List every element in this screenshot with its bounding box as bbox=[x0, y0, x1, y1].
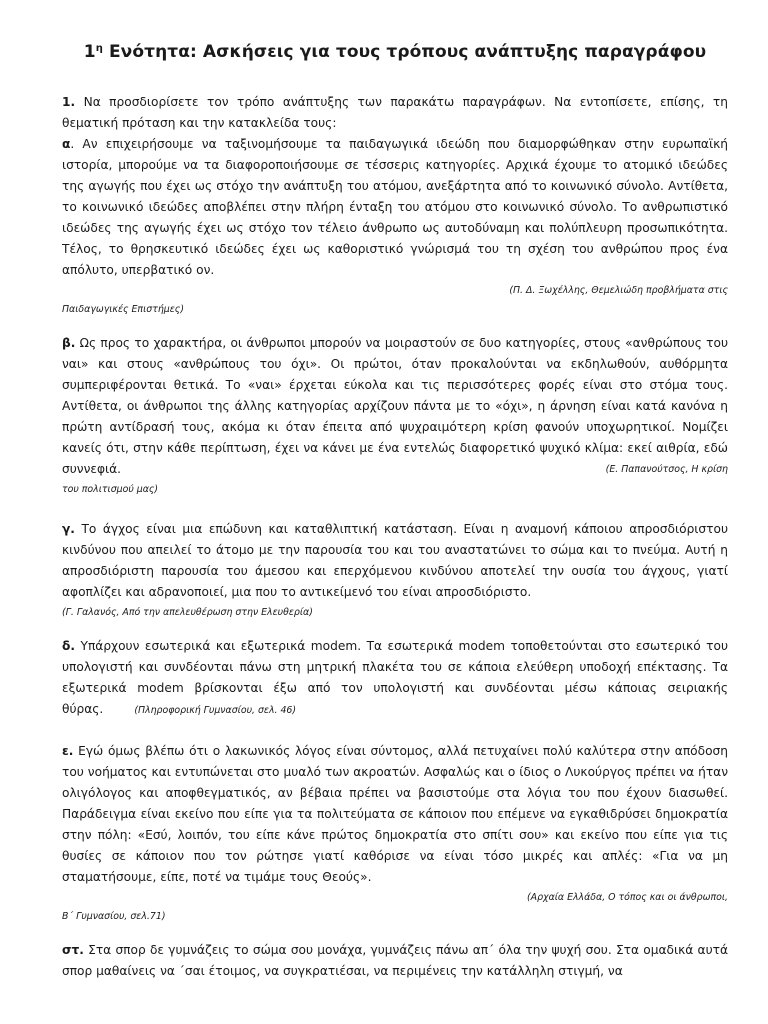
paragraph-d-label: δ. bbox=[62, 639, 76, 653]
paragraph-c-text: Το άγχος είναι μια επώδυνη και καταθλιπτική κατάσταση. Είναι η αναμονή κάποιου απροσδιόριστου κινδύνου που απειλεί το άτομο με την παρουσία του και του αναστατώνει το σώμα και το πνεύμα. Αυτή η απροσδιόριστη παρουσία του άμεσου και επερχόμενου κινδύνου αποτελεί την ουσία του άγχους, γιατί αφοπλίζει και αδρανοποιεί, μια που το αντικείμενό του είναι απροσδιόριστο. bbox=[62, 522, 728, 599]
paragraph-e bbox=[62, 741, 728, 888]
title-superscript: η bbox=[95, 43, 103, 54]
paragraph-b-source-line2: του πολιτισμού μας) bbox=[62, 484, 159, 495]
paragraph-a-label: α bbox=[62, 137, 71, 151]
paragraph-e-source-line2: Β΄ Γυμνασίου, σελ.71) bbox=[62, 911, 166, 922]
paragraph-f bbox=[62, 940, 728, 982]
paragraph-b-text: Ως προς το χαρακτήρα, οι άνθρωποι μπορούν να μοιραστούν σε δυο κατηγορίες, στους «ανθρώπους του ναι» και στους «ανθρώπους του όχι». Οι πρώτοι, όταν προκαλούνται να εκδηλωθούν, αυθόρμητα συμπεριφέρονται θετικά. Το «ναι» έρχεται εύκολα και τις περισσότερες φορές είναι στο στόμα τους. Αντίθετα, οι άνθρωποι της άλλης κατηγορίας αρχίζουν πάντα με το «όχι», η άρνηση είναι κατά κανόνα η πρώτη αντίδρασή τους, ακόμα κι όταν έπειτα από ψυχραιμότερη κρίση φανούν υποχωρητικοί. Νομίζει κανείς ότι, στην κάθε περίπτωση, έχει να κάνει με ένα εντελώς διαφορετικό ψυχικό κλίμα: εκεί αιθρία, εδώ συννεφιά. bbox=[62, 336, 728, 476]
paragraph-a-text: . Αν επιχειρήσουμε να ταξινομήσουμε τα παιδαγωγικά ιδεώδη που διαμορφώθηκαν στην ευρωπαϊκή ιστορία, μπορούμε να τα διαφοροποιήσουμε σε τέσσερις κατηγορίες. Αρχικά έχουμε το ατομικό ιδεώδες της αγωγής που έχει ως στόχο την ανάπτυξη του ατόμου, ανεξάρτητα από το κοινωνικό σύνολο. Αντίθετα, το κοινωνικό ιδεώδες αποβλέπει στην πλήρη ένταξη του ατόμου στο κοινωνικό σύνολο. Το ανθρωπιστικό ιδεώδες της αγωγής έχει ως στόχο τον τέλειο άνθρωπο ως αυτοδύναμη και πολύπλευρη προσωπικότητα. Τέλος, το θρησκευτικό ιδεώδες έχει ως καθοριστικό γνώρισμά του τη σχέση του ανθρώπου προς ένα απόλυτο, υπερβατικό ον. bbox=[62, 137, 728, 277]
paragraph-e-source-line1: (Αρχαία Ελλάδα, Ο τόπος και οι άνθρωποι, bbox=[527, 892, 728, 903]
exercise-number: 1. bbox=[62, 95, 76, 109]
exercise-paragraph-a bbox=[62, 92, 728, 281]
paragraph-d-source: (Πληροφορική Γυμνασίου, σελ. 46) bbox=[134, 705, 297, 716]
title-text: Ενότητα: Ασκήσεις για τους τρόπους ανάπτυξης παραγράφου bbox=[108, 42, 707, 62]
paragraph-c-label: γ. bbox=[62, 522, 75, 536]
paragraph-b-label: β. bbox=[62, 336, 76, 350]
title-number: 1 bbox=[83, 42, 96, 62]
paragraph-e-text: Εγώ όμως βλέπω ότι ο λακωνικός λόγος είναι σύντομος, αλλά πετυχαίνει πολύ καλύτερα στην απόδοση του νοήματος και εντυπώνεται στο μυαλό των ακροατών. Ασφαλώς και ο ίδιος ο Λυκούργος πρέπει να ήταν ολιγόλογος και αποφθεγματικός, αν βέβαια πρέπει να βασιστούμε στα λόγια του που έχουν διασωθεί. Παράδειγμα είναι εκείνο που είπε για τα πολιτεύματα σε κάποιον που επέμενε να εγκαθιδρύσει δημοκρατία στην πόλη: «Εσύ, λοιπόν, του είπε κάνε πρώτος δημοκρατία στο σπίτι σου» και εκείνο που είπε για τις θυσίες σε κάποιον που τον ρώτησε γιατί καθόρισε να είναι τόσο μικρές και απλές: «Για να μη σταματήσουμε, είπε, ποτέ να τιμάμε τους Θεούς». bbox=[62, 744, 728, 884]
page-title bbox=[62, 42, 728, 62]
paragraph-a-source-line2: Παιδαγωγικές Επιστήμες) bbox=[62, 304, 184, 315]
paragraph-c bbox=[62, 519, 728, 603]
paragraph-b bbox=[62, 333, 728, 480]
paragraph-d-text: Υπάρχουν εσωτερικά και εξωτερικά modem. Τα εσωτερικά modem τοποθετούνται στο εσωτερικό του υπολογιστή και συνδέονται πάνω στη μητρική πλακέτα του σε κάποια ελεύθερη υποδοχή επέκτασης. Τα εξωτερικά modem βρίσκονται έξω από τον υπολογιστή και συνδέονται μέσω κάποιας σειριακής θύρας. bbox=[62, 639, 728, 716]
exercise-instruction: Να προσδιορίσετε τον τρόπο ανάπτυξης των παρακάτω παραγράφων. Να εντοπίσετε, επίσης, τη θεματική πρόταση και την κατακλείδα τους: bbox=[62, 95, 728, 130]
paragraph-c-source: (Γ. Γαλανός, Από την απελευθέρωση στην Ελευθερία) bbox=[62, 607, 313, 618]
paragraph-a-source-line1: (Π. Δ. Ξωχέλλης, Θεμελιώδη προβλήματα στις bbox=[509, 285, 728, 296]
paragraph-f-text: Στα σπορ δε γυμνάζεις το σώμα σου μονάχα, γυμνάζεις πάνω απ΄ όλα την ψυχή σου. Στα ομαδικά αυτά σπορ μαθαίνεις να ΄σαι έτοιμος, να συγκρατιέσαι, να περιμένεις την κατάλληλη στιγμή, να bbox=[62, 943, 728, 978]
paragraph-f-label: στ. bbox=[62, 943, 84, 957]
paragraph-b-source-line1: (Ε. Παπανoύτσος, Η κρίση bbox=[605, 464, 728, 475]
document-body bbox=[62, 92, 728, 982]
paragraph-d bbox=[62, 636, 728, 721]
paragraph-e-label: ε. bbox=[62, 744, 74, 758]
